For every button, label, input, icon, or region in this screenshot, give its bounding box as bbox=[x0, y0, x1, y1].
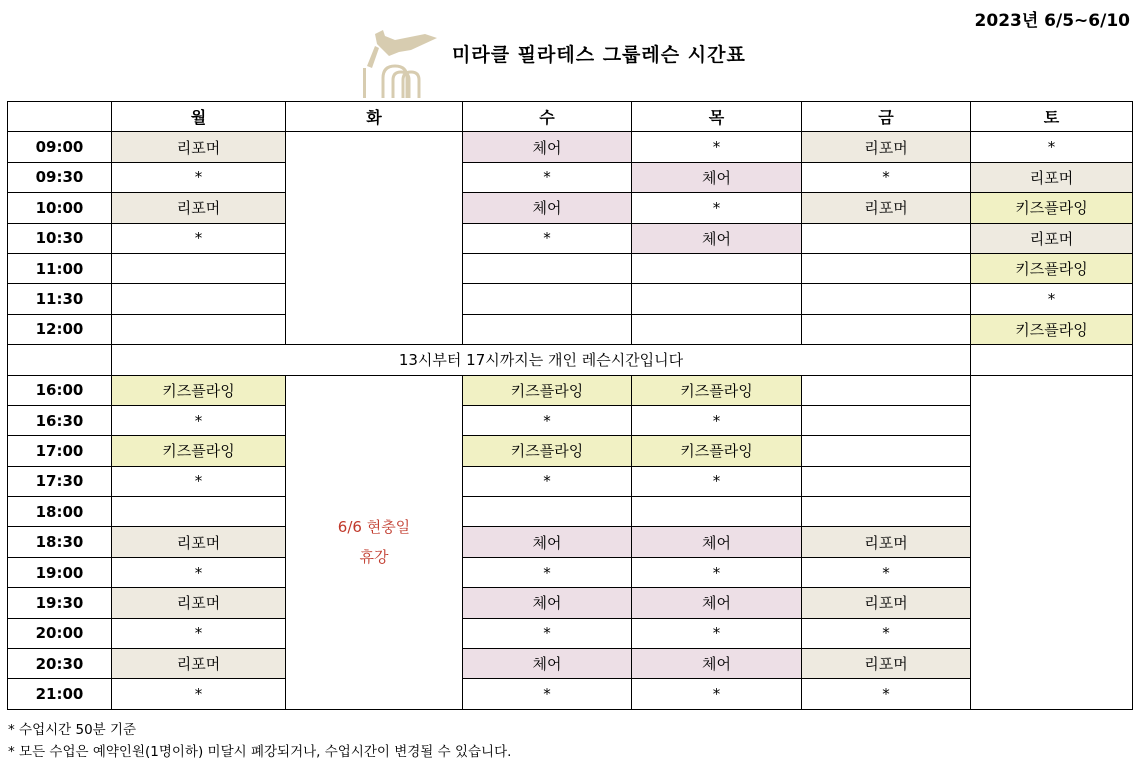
class-cell bbox=[632, 284, 802, 314]
time-cell: 18:30 bbox=[8, 527, 112, 557]
schedule-table bbox=[7, 101, 1133, 710]
class-cell: * bbox=[112, 405, 286, 435]
table-row bbox=[8, 132, 1133, 162]
class-cell: * bbox=[632, 193, 802, 223]
class-cell bbox=[463, 284, 632, 314]
day-header: 월 bbox=[112, 102, 286, 132]
class-cell: * bbox=[632, 557, 802, 587]
class-cell: * bbox=[802, 162, 971, 192]
tuesday-morning-blank bbox=[286, 132, 463, 345]
class-cell: * bbox=[632, 466, 802, 496]
class-cell: * bbox=[112, 466, 286, 496]
table-row bbox=[8, 527, 1133, 557]
table-row bbox=[8, 162, 1133, 192]
class-cell: * bbox=[971, 284, 1133, 314]
class-cell: * bbox=[112, 162, 286, 192]
time-cell: 09:30 bbox=[8, 162, 112, 192]
class-cell: 리포머 bbox=[971, 162, 1133, 192]
day-header: 토 bbox=[971, 102, 1133, 132]
table-row bbox=[8, 284, 1133, 314]
class-cell bbox=[802, 314, 971, 344]
class-cell: * bbox=[463, 618, 632, 648]
class-cell bbox=[112, 284, 286, 314]
table-row bbox=[8, 679, 1133, 709]
class-cell: * bbox=[632, 405, 802, 435]
table-row bbox=[8, 375, 1133, 405]
class-cell: * bbox=[802, 557, 971, 587]
class-cell: 체어 bbox=[632, 223, 802, 253]
time-cell: 17:30 bbox=[8, 466, 112, 496]
class-cell bbox=[802, 405, 971, 435]
private-lesson-notice: 13시부터 17시까지는 개인 레슨시간입니다 bbox=[112, 345, 971, 375]
time-cell: 19:30 bbox=[8, 588, 112, 618]
day-header: 금 bbox=[802, 102, 971, 132]
time-cell: 20:00 bbox=[8, 618, 112, 648]
class-cell: * bbox=[463, 679, 632, 709]
class-cell: * bbox=[802, 679, 971, 709]
class-cell: 리포머 bbox=[112, 527, 286, 557]
table-row bbox=[8, 466, 1133, 496]
notice-row bbox=[8, 345, 1133, 375]
table-row bbox=[8, 223, 1133, 253]
class-cell: 키즈플라잉 bbox=[971, 253, 1133, 283]
class-cell bbox=[802, 253, 971, 283]
class-cell: 키즈플라잉 bbox=[112, 375, 286, 405]
table-row bbox=[8, 618, 1133, 648]
holiday-closed-label: 휴강 bbox=[359, 548, 389, 567]
class-cell: 리포머 bbox=[802, 193, 971, 223]
class-cell: * bbox=[632, 132, 802, 162]
class-cell bbox=[802, 375, 971, 405]
logo-image bbox=[355, 26, 440, 102]
time-cell: 11:30 bbox=[8, 284, 112, 314]
class-cell: 키즈플라잉 bbox=[971, 193, 1133, 223]
class-cell: 키즈플라잉 bbox=[463, 436, 632, 466]
class-cell: * bbox=[112, 679, 286, 709]
footnote: * 수업시간 50분 기준 bbox=[8, 722, 137, 738]
footnote: * 모든 수업은 예약인원(1명이하) 미달시 폐강되거나, 수업시간이 변경될 수 있습니다. bbox=[8, 744, 512, 760]
saturday-afternoon-blank bbox=[971, 375, 1133, 709]
class-cell bbox=[632, 314, 802, 344]
time-header bbox=[8, 102, 112, 132]
class-cell: 리포머 bbox=[802, 132, 971, 162]
class-cell bbox=[463, 253, 632, 283]
class-cell bbox=[802, 497, 971, 527]
table-row bbox=[8, 649, 1133, 679]
class-cell: 리포머 bbox=[971, 223, 1133, 253]
class-cell bbox=[112, 497, 286, 527]
table-row bbox=[8, 253, 1133, 283]
class-cell bbox=[463, 314, 632, 344]
class-cell: 키즈플라잉 bbox=[463, 375, 632, 405]
time-cell bbox=[8, 345, 112, 375]
footnotes bbox=[8, 719, 511, 763]
holiday-label: 6/6 현충일 bbox=[337, 518, 411, 537]
time-cell: 20:30 bbox=[8, 649, 112, 679]
class-cell: * bbox=[112, 223, 286, 253]
table-row bbox=[8, 405, 1133, 435]
class-cell: 체어 bbox=[463, 527, 632, 557]
class-cell: 체어 bbox=[463, 132, 632, 162]
class-cell: 리포머 bbox=[112, 588, 286, 618]
class-cell: * bbox=[112, 618, 286, 648]
table-row bbox=[8, 497, 1133, 527]
class-cell: * bbox=[463, 223, 632, 253]
table-row bbox=[8, 193, 1133, 223]
class-cell: * bbox=[463, 557, 632, 587]
time-cell: 11:00 bbox=[8, 253, 112, 283]
day-header: 목 bbox=[632, 102, 802, 132]
time-cell: 17:00 bbox=[8, 436, 112, 466]
class-cell: * bbox=[463, 466, 632, 496]
class-cell bbox=[971, 345, 1133, 375]
class-cell: 키즈플라잉 bbox=[971, 314, 1133, 344]
class-cell: * bbox=[463, 162, 632, 192]
class-cell: 리포머 bbox=[112, 193, 286, 223]
time-cell: 10:30 bbox=[8, 223, 112, 253]
table-row bbox=[8, 557, 1133, 587]
day-header: 화 bbox=[286, 102, 463, 132]
table-row bbox=[8, 314, 1133, 344]
class-cell: * bbox=[632, 679, 802, 709]
class-cell: 체어 bbox=[463, 649, 632, 679]
header-row bbox=[8, 102, 1133, 132]
table-row bbox=[8, 588, 1133, 618]
class-cell bbox=[463, 497, 632, 527]
time-cell: 21:00 bbox=[8, 679, 112, 709]
class-cell: 체어 bbox=[463, 588, 632, 618]
time-cell: 10:00 bbox=[8, 193, 112, 223]
class-cell bbox=[802, 466, 971, 496]
class-cell: 키즈플라잉 bbox=[632, 375, 802, 405]
class-cell: 체어 bbox=[632, 588, 802, 618]
time-cell: 16:30 bbox=[8, 405, 112, 435]
time-cell: 09:00 bbox=[8, 132, 112, 162]
class-cell: * bbox=[463, 405, 632, 435]
class-cell: 체어 bbox=[463, 193, 632, 223]
class-cell bbox=[632, 497, 802, 527]
time-cell: 12:00 bbox=[8, 314, 112, 344]
class-cell: 리포머 bbox=[112, 649, 286, 679]
page-title: 미라클 필라테스 그룹레슨 시간표 bbox=[452, 44, 746, 66]
time-cell: 16:00 bbox=[8, 375, 112, 405]
time-cell: 18:00 bbox=[8, 497, 112, 527]
class-cell: 체어 bbox=[632, 649, 802, 679]
class-cell: 체어 bbox=[632, 162, 802, 192]
class-cell bbox=[802, 284, 971, 314]
class-cell bbox=[112, 253, 286, 283]
class-cell bbox=[632, 253, 802, 283]
class-cell: 키즈플라잉 bbox=[632, 436, 802, 466]
holiday-cell bbox=[286, 375, 463, 709]
time-cell: 19:00 bbox=[8, 557, 112, 587]
class-cell: * bbox=[112, 557, 286, 587]
class-cell bbox=[802, 436, 971, 466]
day-header: 수 bbox=[463, 102, 632, 132]
class-cell: * bbox=[632, 618, 802, 648]
class-cell: 리포머 bbox=[112, 132, 286, 162]
table-row bbox=[8, 436, 1133, 466]
class-cell: 리포머 bbox=[802, 527, 971, 557]
class-cell: 키즈플라잉 bbox=[112, 436, 286, 466]
class-cell: 체어 bbox=[632, 527, 802, 557]
class-cell: 리포머 bbox=[802, 588, 971, 618]
class-cell: 리포머 bbox=[802, 649, 971, 679]
class-cell bbox=[802, 223, 971, 253]
class-cell bbox=[112, 314, 286, 344]
date-range: 2023년 6/5~6/10 bbox=[974, 11, 1130, 31]
class-cell: * bbox=[971, 132, 1133, 162]
class-cell: * bbox=[802, 618, 971, 648]
